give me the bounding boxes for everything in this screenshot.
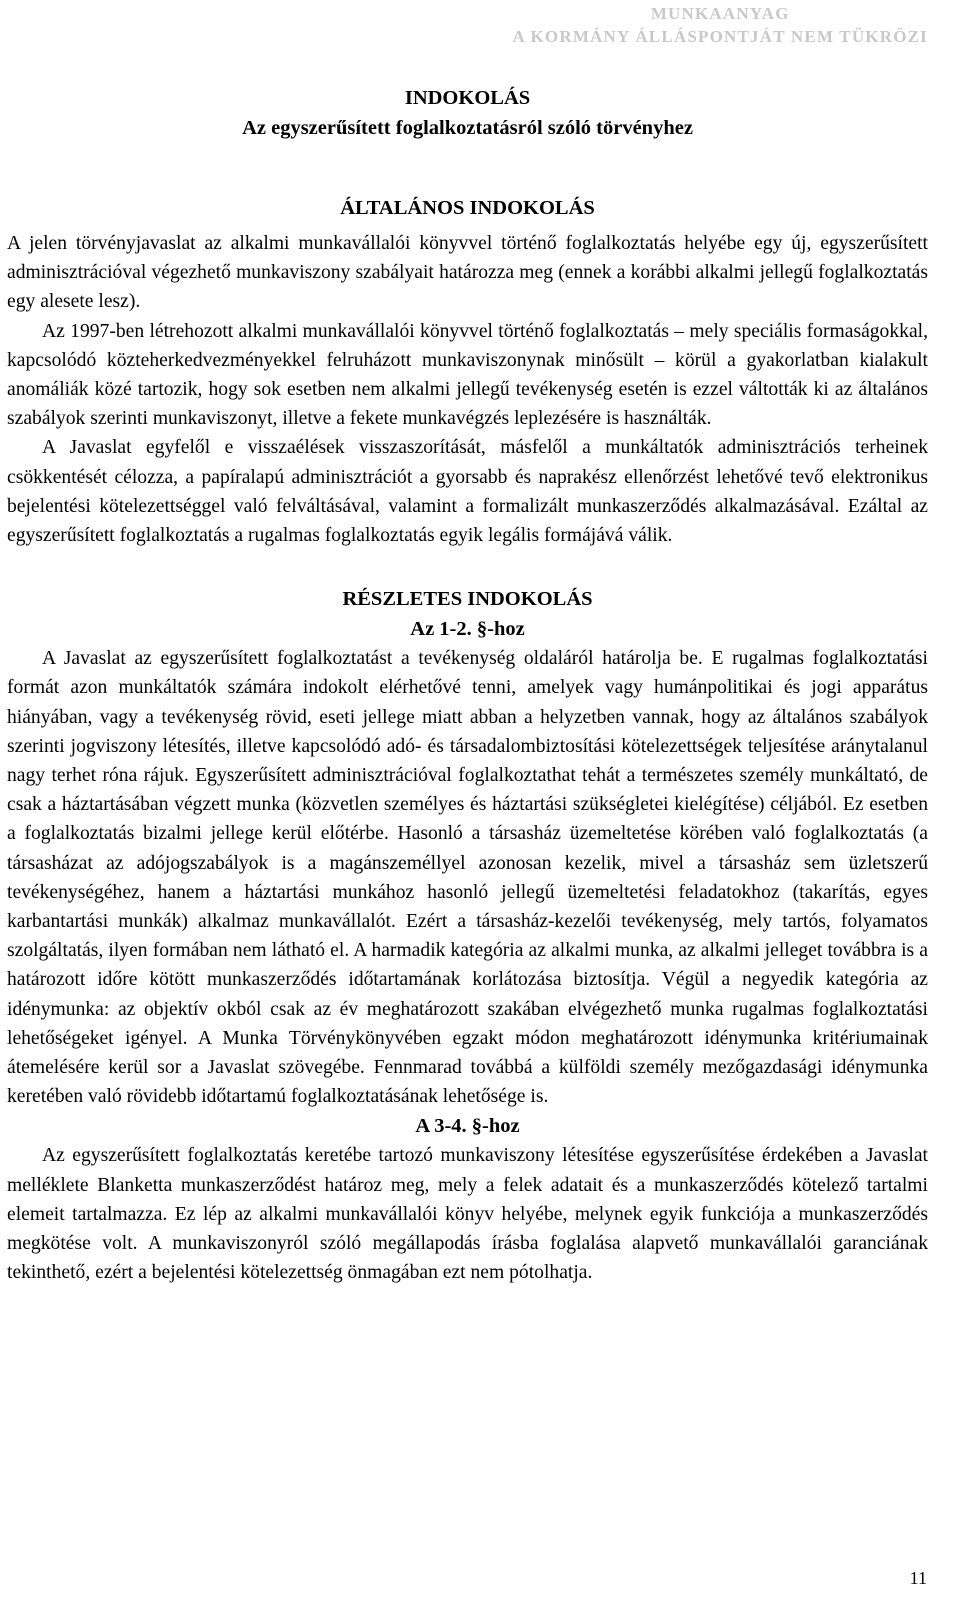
- draft-watermark: [513, 2, 928, 48]
- watermark-line-2: A KORMÁNY ÁLLÁSPONTJÁT NEM TÜKRÖZI: [512, 27, 928, 46]
- document-body: [7, 83, 928, 1288]
- general-paragraph-3: A Javaslat egyfelől e visszaélések visszaszorítását, másfelől a munkáltatók adminisztrációs terheinek csökkentését célozza, a papíralapú adminisztrációt a gyorsabb és naprakész ellenőrzést lehetővé tevő elektronikus bejelentési kötelezettséggel való felváltásával, valamint a formalizált munkaszerződés alkalmazásával. Ezáltal az egyszerűsített foglalkoztatás a rugalmas foglalkoztatás egyik legális formájává válik.: [7, 437, 928, 547]
- general-paragraph-1: A jelen törvényjavaslat az alkalmi munkavállalói könyvvel történő foglalkoztatás helyébe egy új, egyszerűsített adminisztrációval végezhető munkaviszony szabályait határozza meg (ennek a korábbi alkalmi jellegű foglalkoztatás egy alesete lesz).: [7, 233, 928, 313]
- general-paragraph-2: Az 1997-ben létrehozott alkalmi munkavállalói könyvvel történő foglalkoztatás – mely speciális formaságokkal, kapcsolódó közteherkedvezményekkel felruházott munkaviszonynak minősült – körül a gyakorlatban kialakult anomáliák közé tartozik, hogy sok esetben nem alkalmi jellegű tevékenység esetén is ezzel váltották ki az általános szabályok szerinti munkaviszonyt, illetve a fekete munkavégzés leplezésére is használták.: [7, 320, 928, 430]
- document-subtitle: Az egyszerűsített foglalkoztatásról szóló törvényhez: [242, 117, 693, 139]
- detailed-heading: RÉSZLETES INDOKOLÁS: [342, 588, 593, 611]
- section-3-4-paragraph: Az egyszerűsített foglalkoztatás keretébe tartozó munkaviszony létesítése egyszerűsítése érdekében a Javaslat melléklete Blanketta munkaszerződést határoz meg, mely a felek adatait és a munkaszerződés kötelező tartalmi elemeit tartalmazza. Ez lép az alkalmi munkavállalói könyv helyébe, melynek egyik funkciója a munkaszerződés megkötése volt. A munkaviszonyról szóló megállapodás írásba foglalása alapvető munkavállalói garanciának tekinthető, ezért a bejelentési kötelezettség önmagában ezt nem pótolhatja.: [7, 1145, 928, 1284]
- section-1-2-heading: Az 1-2. §-hoz: [410, 618, 525, 641]
- document-title: INDOKOLÁS: [404, 87, 531, 109]
- section-3-4-heading: A 3-4. §-hoz: [415, 1115, 520, 1138]
- section-1-2-paragraph: A Javaslat az egyszerűsített foglalkoztatást a tevékenység oldaláról határolja be. E rugalmas foglalkoztatási formát azon munkáltatók számára indokolt elérhetővé tenni, amelyek vagy humánpolitikai és jogi apparátus hiányában, vagy a tevékenység rövid, eseti jellege miatt abban a helyzetben vannak, hogy az általános szabályok szerinti jogviszony létesítés, illetve kapcsolódó adó- és társadalombiztosítási kötelezettségek teljesítése aránytalanul nagy terhet róna rájuk. Egyszerűsített adminisztrációval foglalkoztathat tehát a természetes személy munkáltató, de csak a háztartásában végzett munka (közvetlen személyes és háztartási szükségletei kielégítése) céljából. Ez esetben a foglalkoztatás bizalmi jellege kerül előtérbe. Hasonló a társasház üzemeltetése körében való foglalkoztatás (a társasházat az adójogszabályok is a magánszeméllyel azonosan kezelik, mivel a társasház sem üzletszerű tevékenységéhez, hanem a háztartási munkához hasonló jellegű üzemeltetési feladatokhoz (takarítás, egyes karbantartási munkák) alkalmaz munkavállalót. Ezért a társasház-kezelői tevékenység, mely tartós, folyamatos szolgáltatás, ilyen formában nem látható el. A harmadik kategória az alkalmi munka, az alkalmi jelleget továbbra is a határozott időre kötött munkaszerződés időtartamának korlátozása biztosítja. Végül a negyedik kategória az idénymunka: az objektív okból csak az év meghatározott szakában elvégezhető munka rugalmas foglalkoztatási lehetőségeket igényel. A Munka Törvénykönyvében egzakt módon meghatározott idénymunka kritériumainak átemelésére kerül sor a Javaslat szövegébe. Fennmarad továbbá a külföldi személy mezőgazdasági idénymunka keretében való rövidebb időtartamú foglalkoztatásának lehetősége is.: [7, 648, 928, 1108]
- general-heading: ÁLTALÁNOS INDOKOLÁS: [340, 197, 595, 219]
- watermark-line-1: MUNKAANYAG: [650, 4, 790, 23]
- page-number: 11: [909, 1568, 927, 1588]
